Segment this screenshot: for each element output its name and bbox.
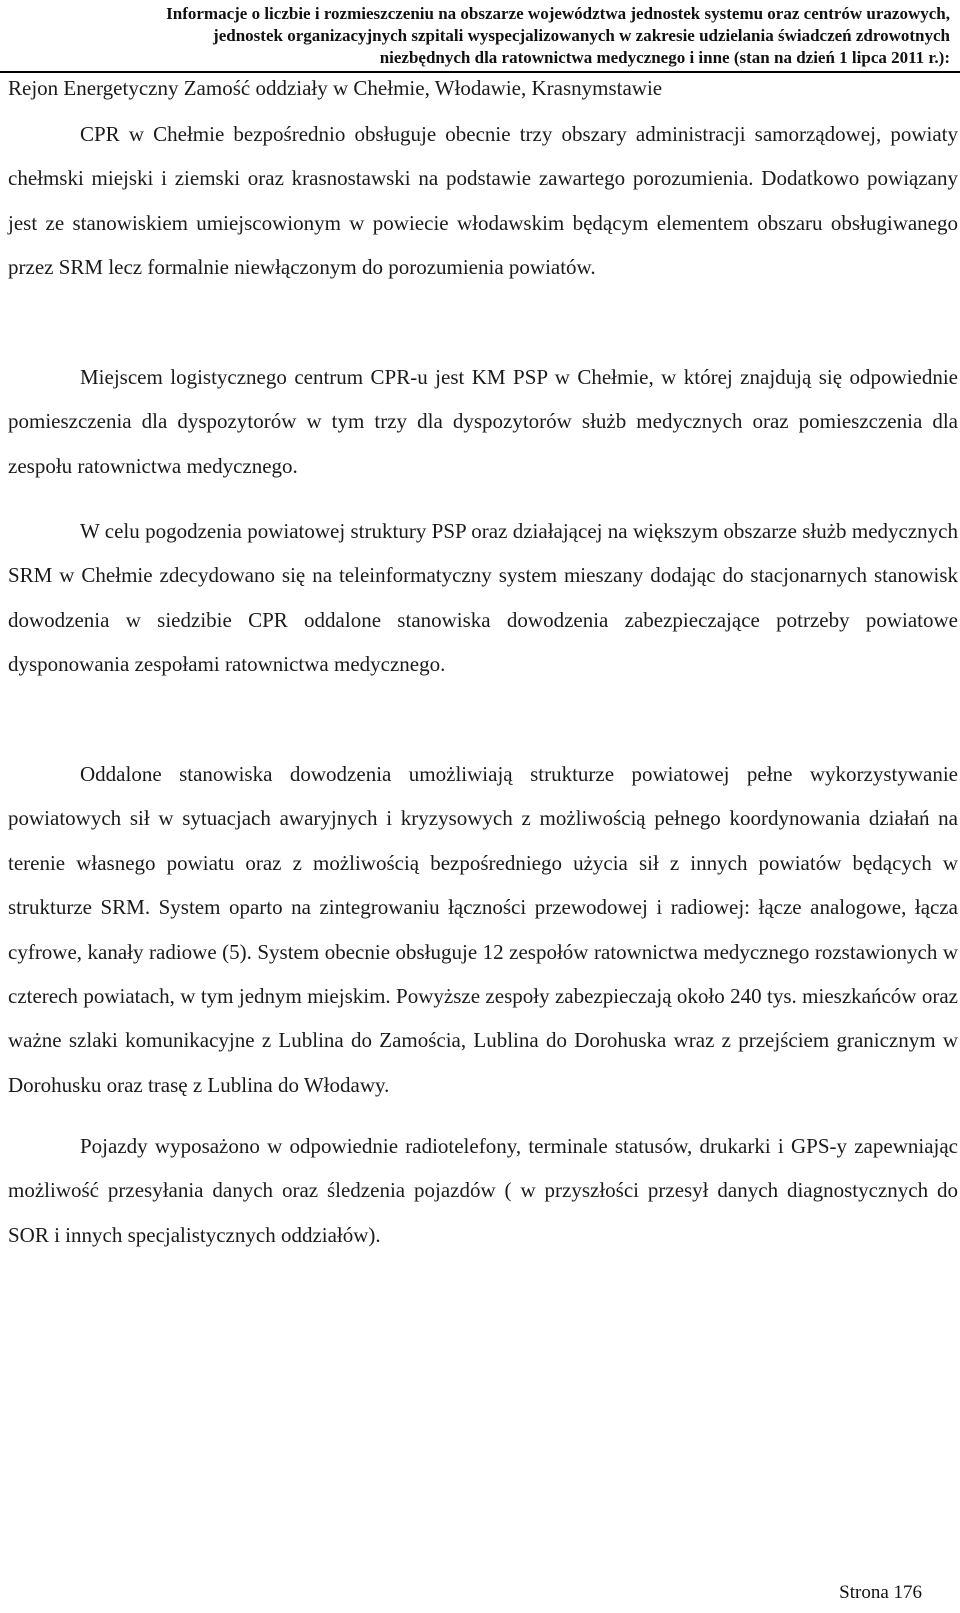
page-number: Strona 176 bbox=[839, 1582, 922, 1603]
page-header bbox=[0, 0, 960, 71]
paragraph-4: Oddalone stanowiska dowodzenia umożliwiają strukturze powiatowej pełne wykorzystywanie powiatowych sił w sytuacjach awaryjnych i kryzysowych z możliwością pełnego koordynowania działań na terenie własnego powiatu oraz z możliwością bezpośredniego użycia sił z innych powiatów będących w strukturze SRM. System oparto na zintegrowaniu łączności przewodowej i radiowej: łącze analogowe, łącza cyfrowe, kanały radiowe (5). System obecnie obsługuje 12 zespołów ratownictwa medycznego rozstawionych w czterech powiatach, w tym jednym miejskim. Powyższe zespoły zabezpieczają około 240 tys. mieszkańców oraz ważne szlaki komunikacyjne z Lublina do Zamościa, Lublina do Dorohuska wraz z przejściem granicznym w Dorohusku oraz trasę z Lublina do Włodawy. bbox=[8, 762, 958, 1097]
header-divider bbox=[0, 71, 960, 73]
paragraph-5: Pojazdy wyposażono w odpowiednie radiotelefony, terminale statusów, drukarki i GPS-y zapewniając możliwość przesyłania danych oraz śledzenia pojazdów ( w przyszłości przesył danych diagnostycznych do SOR i innych specjalistycznych oddziałów). bbox=[8, 1134, 958, 1247]
header-line-3: niezbędnych dla ratownictwa medycznego i inne (stan na dzień 1 lipca 2011 r.): bbox=[379, 48, 950, 67]
section-title: Rejon Energetyczny Zamość oddziały w Chełmie, Włodawie, Krasnymstawie bbox=[8, 76, 663, 100]
header-line-2: jednostek organizacyjnych szpitali wyspecjalizowanych w zakresie udzielania świadczeń zdrowotnych bbox=[213, 26, 950, 45]
header-line-1: Informacje o liczbie i rozmieszczeniu na obszarze województwa jednostek systemu oraz centrów urazowych, bbox=[166, 4, 950, 23]
paragraph-3: W celu pogodzenia powiatowej struktury PSP oraz działającej na większym obszarze służb medycznych SRM w Chełmie zdecydowano się na teleinformatyczny system mieszany dodając do stacjonarnych stanowisk dowodzenia w siedzibie CPR oddalone stanowiska dowodzenia zabezpieczające potrzeby powiatowe dysponowania zespołami ratownictwa medycznego. bbox=[8, 519, 958, 677]
paragraph-2: Miejscem logistycznego centrum CPR-u jest KM PSP w Chełmie, w której znajdują się odpowiednie pomieszczenia dla dyspozytorów w tym trzy dla dyspozytorów służb medycznych oraz pomieszczenia dla zespołu ratownictwa medycznego. bbox=[8, 365, 958, 478]
paragraph-1: CPR w Chełmie bezpośrednio obsługuje obecnie trzy obszary administracji samorządowej, powiaty chełmski miejski i ziemski oraz krasnostawski na podstawie zawartego porozumienia. Dodatkowo powiązany jest ze stanowiskiem umiejscowionym w powiecie włodawskim będącym elementem obszaru obsługiwanego przez SRM lecz formalnie niewłączonym do porozumienia powiatów. bbox=[8, 122, 958, 280]
header-text bbox=[10, 3, 950, 69]
